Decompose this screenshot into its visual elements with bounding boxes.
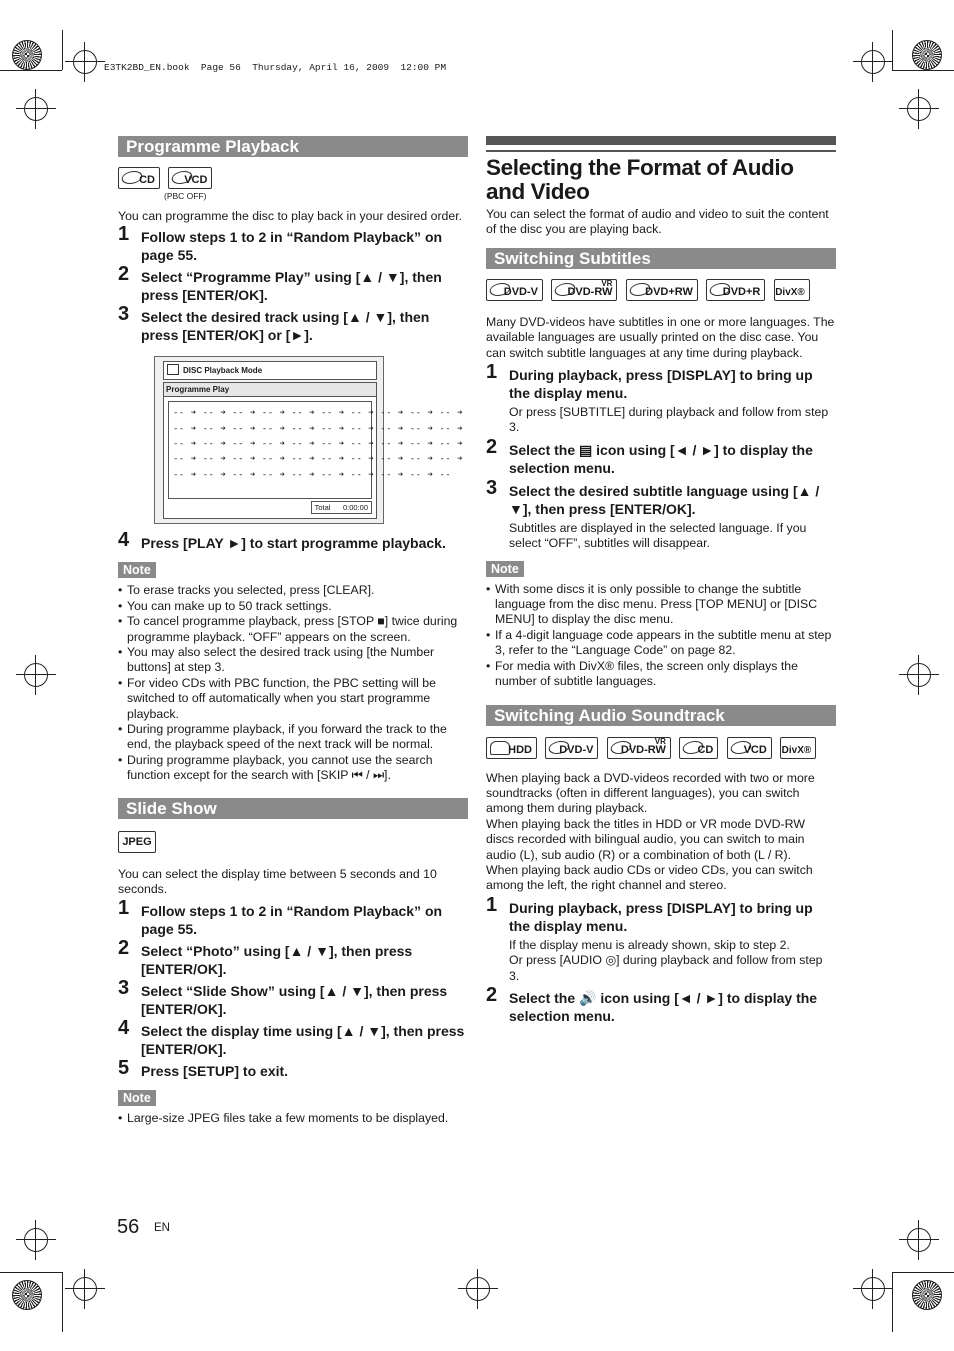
dvd-plus-r-badge: DVD+R	[706, 279, 765, 301]
note-item: • During programme playback, you cannot use the search function except for the search with [SKIP ⏮ / ⏭].	[118, 753, 468, 784]
crosshair-mark	[24, 1228, 48, 1252]
track-grid	[168, 401, 464, 499]
step: 4 Select the display time using [▲ / ▼], then press [ENTER/OK].	[118, 1016, 465, 1057]
note-item: • To erase tracks you selected, press [CLEAR].	[118, 583, 468, 598]
divx-badge: DivX®	[780, 737, 816, 759]
subtitles-intro: Many DVD-videos have subtitles in one or more languages. The available languages are usually printed on the disc case. You can switch subtitle languages at any time during playback.	[486, 314, 835, 360]
crop-mark	[892, 70, 954, 71]
jpeg-badge: JPEG	[118, 831, 156, 853]
registration-rosette	[12, 1280, 42, 1310]
step-detail: If the display menu is already shown, skip to step 2. Or press [AUDIO ◎] during playback and follow from step 3.	[509, 937, 823, 983]
subtitles-notes	[486, 582, 836, 690]
dvd-rw-badge: VR DVD-RW	[607, 737, 671, 759]
main-intro: You can select the format of audio and video to suit the content of the disc you are playing back.	[486, 207, 829, 237]
note-item: • If a 4-digit language code appears in the subtitle menu at step 3, refer to the “Language Code” on page 82.	[486, 628, 836, 659]
screen-header: DISC Playback Mode	[163, 361, 377, 380]
note-label: Note	[118, 562, 156, 578]
step: 2 Select the ▤ icon using [◄ / ►] to display the selection menu.	[486, 435, 813, 476]
step: 5 Press [SETUP] to exit.	[118, 1056, 289, 1079]
note-item: • To cancel programme playback, press [STOP ■] twice during programme playback. “OFF” appears on the screen.	[118, 614, 468, 645]
cd-badge: CD	[679, 737, 718, 759]
track-row: -- ➔ -- ➔ -- ➔ -- ➔ -- ➔ -- ➔ -- ➔ -- ➔ -- ➔ -- ➔	[173, 454, 464, 465]
cd-badge: CD	[118, 167, 160, 189]
crop-mark	[892, 30, 893, 70]
note-label: Note	[486, 561, 524, 577]
crop-mark	[892, 1272, 893, 1332]
programme-intro: You can programme the disc to play back in your desired order.	[118, 209, 463, 223]
programme-notes	[118, 583, 468, 783]
step: 2 Select the 🔊 icon using [◄ / ►] to display the selection menu.	[486, 983, 818, 1024]
divx-badge: DivX®	[774, 279, 810, 301]
main-title: Selecting the Format of Audio and Video	[486, 155, 794, 204]
slideshow-intro: You can select the display time between 5 seconds and 10 seconds.	[118, 866, 437, 897]
programme-screen	[154, 356, 464, 524]
note-label: Note	[118, 1090, 156, 1106]
step: 3 Select “Slide Show” using [▲ / ▼], then press [ENTER/OK].	[118, 976, 448, 1017]
left-column	[118, 136, 468, 1126]
media-badges	[118, 167, 468, 203]
crosshair-mark	[861, 1277, 885, 1301]
crop-mark	[62, 1272, 63, 1332]
hdd-badge: HDD	[486, 737, 537, 759]
crosshair-mark	[24, 663, 48, 687]
dvd-rw-badge: VR DVD-RW	[551, 279, 617, 301]
crosshair-mark	[907, 663, 931, 687]
step: 1 During playback, press [DISPLAY] to bring up the display menu.	[486, 361, 813, 402]
crosshair-mark	[466, 1277, 490, 1301]
vcd-badge: VCD	[168, 167, 212, 189]
track-row: -- ➔ -- ➔ -- ➔ -- ➔ -- ➔ -- ➔ -- ➔ -- ➔ -- ➔ -- ➔	[173, 439, 464, 449]
hdd-icon	[490, 741, 510, 755]
step: 2 Select “Programme Play” using [▲ / ▼], then press [ENTER/OK].	[118, 263, 442, 304]
disc-menu-icon	[167, 364, 179, 375]
registration-rosette	[12, 40, 42, 70]
title-rule-thin	[486, 150, 836, 152]
audio-intro: When playing back a DVD-videos recorded with two or more soundtracks (often in different languages), you can switch among them during playback. When playing back the titles in HDD or VR mode DVD-RW discs recorded with bilingual audio, you can switch to main audio (L), sub audio (R) or a combination of both (L / R). When playing back audio CDs or video CDs, you can switch among the left, the right channel and stereo.	[486, 770, 815, 893]
media-badges	[486, 737, 836, 761]
crop-mark	[892, 1272, 954, 1273]
dvd-plus-rw-badge: DVD+RW	[626, 279, 698, 301]
note-item: • For video CDs with PBC function, the PBC setting will be switched to off automatically when you start programme playback.	[118, 676, 468, 722]
step: 1 During playback, press [DISPLAY] to bring up the display menu.	[486, 893, 813, 934]
crosshair-mark	[73, 1277, 97, 1301]
language-code: EN	[154, 1222, 170, 1234]
step: 4 Press [PLAY ►] to start programme playback.	[118, 529, 446, 552]
vcd-badge: VCD	[727, 737, 772, 759]
page-number: 56	[117, 1216, 140, 1238]
note-item: • Large-size JPEG files take a few moments to be displayed.	[118, 1111, 468, 1126]
note-item: • You can make up to 50 track settings.	[118, 599, 468, 614]
total-time: Total 0:00:00	[311, 501, 372, 514]
crosshair-mark	[907, 97, 931, 121]
crop-mark	[0, 70, 62, 71]
step-detail: Or press [SUBTITLE] during playback and follow from step 3.	[509, 405, 829, 435]
media-badges	[486, 279, 836, 303]
dvd-v-badge: DVD-V	[486, 279, 543, 301]
title-rule-thick	[486, 136, 836, 145]
track-row: -- ➔ -- ➔ -- ➔ -- ➔ -- ➔ -- ➔ -- ➔ -- ➔ -- ➔ -- ➔	[173, 408, 464, 419]
note-item: • For media with DivX® files, the screen only displays the number of subtitle languages.	[486, 659, 836, 690]
print-header: E3TK2BD_EN.book Page 56 Thursday, April 16, 2009 12:00 PM	[104, 62, 447, 73]
section-title-slideshow: Slide Show	[118, 798, 468, 819]
crosshair-mark	[24, 97, 48, 121]
right-column	[486, 136, 836, 1025]
crop-mark	[62, 30, 63, 70]
step: 1 Follow steps 1 to 2 in “Random Playback” on page 55.	[118, 896, 443, 937]
dvd-v-badge: DVD-V	[545, 737, 598, 759]
crosshair-mark	[907, 1228, 931, 1252]
step: 3 Select the desired track using [▲ / ▼], then press [ENTER/OK] or [►].	[118, 303, 430, 344]
crop-mark	[0, 1272, 62, 1273]
step: 1 Follow steps 1 to 2 in “Random Playback” on page 55.	[118, 223, 443, 264]
note-item: • During programme playback, if you forward the track to the end, the playback speed of the next track will be normal.	[118, 722, 468, 753]
note-item: • With some discs it is only possible to change the subtitle language from the disc menu. Press [TOP MENU] or [DISC MENU] to display the disc menu.	[486, 582, 836, 628]
section-title-subtitles: Switching Subtitles	[486, 248, 836, 269]
step: 2 Select “Photo” using [▲ / ▼], then press [ENTER/OK].	[118, 936, 413, 977]
step: 3 Select the desired subtitle language using [▲ / ▼], then press [ENTER/OK].	[486, 476, 820, 517]
crosshair-mark	[73, 50, 97, 74]
track-row: -- ➔ -- ➔ -- ➔ -- ➔ -- ➔ -- ➔ -- ➔ -- ➔ -- ➔ -- ➔	[173, 423, 464, 434]
crosshair-mark	[861, 50, 885, 74]
registration-rosette	[912, 1280, 942, 1310]
step-detail: Subtitles are displayed in the selected language. If you select “OFF”, subtitles will disappear.	[509, 520, 807, 551]
section-title-audio: Switching Audio Soundtrack	[486, 705, 836, 726]
slideshow-notes	[118, 1111, 468, 1126]
registration-rosette	[912, 40, 942, 70]
screen-subheader: Programme Play	[164, 383, 376, 397]
badge-caption: (PBC OFF)	[164, 191, 207, 201]
screen-panel	[163, 382, 464, 519]
track-row: -- ➔ -- ➔ -- ➔ -- ➔ -- ➔ -- ➔ -- ➔ -- ➔ -- ➔ --	[173, 469, 452, 480]
note-item: • You may also select the desired track using [the Number buttons] at step 3.	[118, 645, 468, 676]
section-title-programme: Programme Playback	[118, 136, 468, 157]
